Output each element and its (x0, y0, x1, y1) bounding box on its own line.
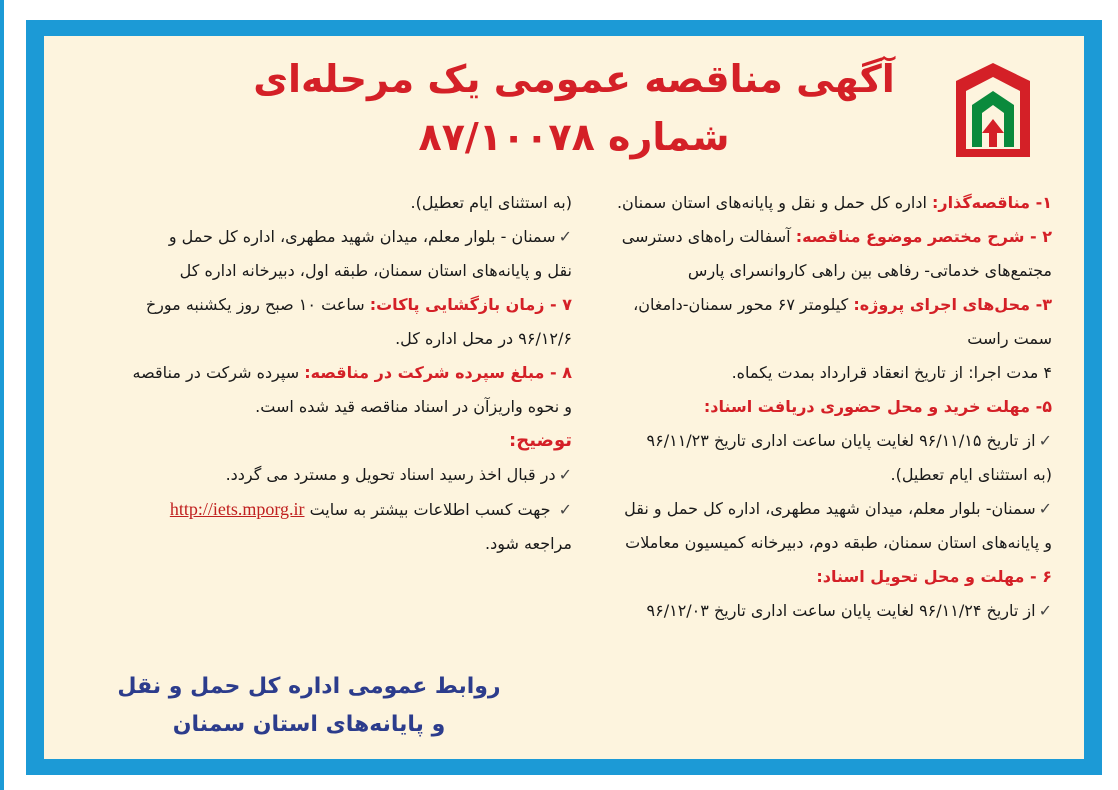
tender-organizer: ۱- مناقصه‌گذار: اداره کل حمل و نقل و پایانه‌های استان سمنان. (616, 193, 1052, 212)
purchase-dates: ✓ از تاریخ ۹۶/۱۱/۱۵ لغایت پایان ساعت اداری تاریخ ۹۶/۱۱/۲۳ (582, 424, 1052, 458)
delivery-holiday-note: (به استثنای ایام تعطیل). (410, 193, 572, 212)
left-edge-strip (0, 0, 4, 790)
note-documents-receipt: ✓ در قبال اخذ رسید اسناد تحویل و مسترد می گردد. (64, 458, 572, 492)
road-transport-logo-icon (952, 61, 1034, 165)
note-website: ✓ جهت کسب اطلاعات بیشتر به سایت http://iets.mporg.ir (64, 492, 572, 527)
note-refer: مراجعه شود. (485, 534, 572, 553)
deposit-amount-cont: و نحوه واریزآن در اسناد مناقصه قید شده است. (255, 397, 572, 416)
left-column (64, 186, 572, 561)
tender-subject: ۲ - شرح مختصر موضوع مناقصه: آسفالت راه‌های دسترسی (621, 227, 1052, 246)
right-column (582, 186, 1052, 628)
title-line-2: شماره ۸۷/۱۰۰۷۸ (418, 115, 730, 159)
delivery-deadline-heading: ۶ - مهلت و محل تحویل اسناد: (816, 567, 1052, 586)
opening-time-cont: ۹۶/۱۲/۶ در محل اداره کل. (395, 329, 572, 348)
purchase-address-cont: و پایانه‌های استان سمنان، طبقه دوم، دبیرخانه کمیسیون معاملات (625, 533, 1052, 552)
notes-heading: توضیح: (509, 430, 572, 451)
footer-line-1: روابط عمومی اداره کل حمل و نقل (117, 674, 501, 699)
delivery-address: ✓ سمنان - بلوار معلم، میدان شهید مطهری، اداره کل حمل و (64, 220, 572, 254)
tender-subject-cont: مجتمع‌های خدماتی- رفاهی بین راهی کاروانسرای پارس (687, 261, 1052, 280)
notice-paper (44, 36, 1084, 759)
project-location-cont: سمت راست (967, 329, 1052, 348)
purchase-holiday-note: (به استثنای ایام تعطیل). (890, 465, 1052, 484)
opening-time: ۷ - زمان بازگشایی پاکات: ساعت ۱۰ صبح روز یکشنبه مورخ (145, 295, 572, 314)
title-line-1: آگهی مناقصه عمومی یک مرحله‌ای (253, 57, 895, 101)
footer-line-2: و پایانه‌های استان سمنان (172, 712, 446, 737)
notice-frame (26, 20, 1102, 775)
deposit-amount: ۸ - مبلغ سپرده شرکت در مناقصه: سپرده شرکت در مناقصه (132, 363, 572, 382)
project-location: ۳- محل‌های اجرای پروژه: کیلومتر ۶۷ محور سمنان-دامغان، (633, 295, 1052, 314)
purchase-deadline-heading: ۵- مهلت خرید و محل حضوری دریافت اسناد: (703, 397, 1052, 416)
website-link[interactable]: http://iets.mporg.ir (169, 499, 305, 519)
duration: ۴ مدت اجرا: از تاریخ انعقاد قرارداد بمدت یکماه. (731, 363, 1052, 382)
public-relations-signature (114, 668, 504, 744)
delivery-address-cont: نقل و پایانه‌های استان سمنان، طبقه اول، دبیرخانه اداره کل (179, 261, 572, 280)
delivery-dates: ✓ از تاریخ ۹۶/۱۱/۲۴ لغایت پایان ساعت اداری تاریخ ۹۶/۱۲/۰۳ (582, 594, 1052, 628)
purchase-address: ✓ سمنان- بلوار معلم، میدان شهید مطهری، اداره کل حمل و نقل (582, 492, 1052, 526)
notice-title (194, 50, 954, 166)
